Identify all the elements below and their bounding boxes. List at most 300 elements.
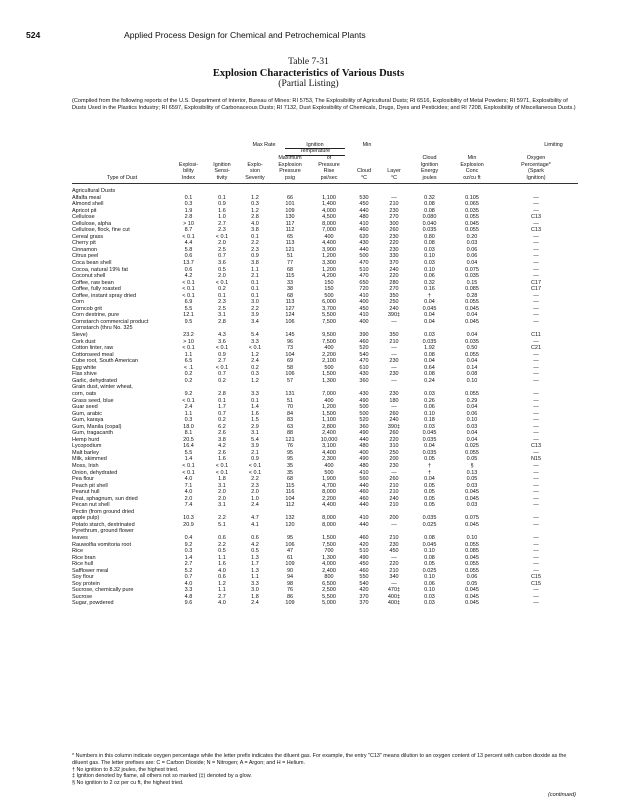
value-cell: 7,500	[322, 541, 336, 548]
value-cell: 0.2	[251, 364, 259, 371]
value-cell: 9.5	[184, 318, 193, 325]
value-cell: 2.1	[251, 273, 259, 280]
value-cell: 6.2	[218, 423, 226, 430]
value-cell: 2.3	[218, 227, 226, 234]
value-cell: 95	[286, 456, 294, 463]
value-cell: 0.045	[465, 318, 479, 325]
value-cell: 0.075	[465, 266, 479, 273]
dust-name-cell: Alfalfa meal	[72, 194, 101, 201]
value-cell: 3.1	[218, 502, 226, 509]
table-caption	[0, 57, 617, 90]
value-cell: 450	[359, 201, 369, 208]
value-cell: 240	[389, 266, 399, 273]
value-cell: —	[533, 390, 539, 397]
value-cell: 0.06	[466, 574, 478, 581]
value-cell: 0.045	[465, 220, 479, 227]
value-cell: 360	[359, 377, 369, 384]
value-cell: 0.06	[466, 253, 478, 260]
value-cell: 7,500	[322, 338, 336, 345]
value-cell: 63	[286, 423, 294, 430]
value-cell: 490	[359, 554, 369, 561]
value-cell: 4.2	[218, 443, 226, 450]
value-cell: 7,000	[322, 227, 336, 234]
value-cell: 180	[389, 397, 399, 404]
dust-name-cell: Coffee, fully roasted	[72, 286, 121, 293]
value-cell: 0.1	[184, 194, 193, 201]
value-cell: 117	[285, 220, 295, 227]
value-cell: 2,800	[322, 423, 336, 430]
dust-name-cell: Gum, tragacanth	[72, 430, 113, 437]
value-cell: 0.055	[465, 390, 479, 397]
value-cell: 500	[359, 404, 369, 411]
dust-name-cell: Cinnamon	[72, 246, 98, 253]
value-cell: 400‡	[387, 600, 401, 607]
value-cell: 0.9	[218, 201, 226, 208]
value-cell: —	[533, 600, 539, 607]
value-cell: 0.10	[424, 574, 435, 581]
value-cell: 0.03	[424, 593, 435, 600]
value-cell: 3,900	[322, 246, 336, 253]
value-cell: 47	[286, 548, 294, 555]
value-cell: 68	[286, 292, 294, 299]
value-cell: 0.085	[465, 286, 479, 293]
dust-name-cell: Gum, arabic	[72, 410, 102, 417]
value-cell: 38	[286, 286, 294, 293]
dust-name-cell: Coffee, raw bean	[72, 279, 114, 286]
dust-name-cell: Peach pit shell	[72, 482, 108, 489]
value-cell: —	[533, 260, 539, 267]
dust-name-cell: Corn dextrine, pure	[72, 312, 120, 319]
value-cell: 3.6	[218, 260, 226, 267]
value-cell: 2.0	[218, 240, 226, 247]
value-cell: 113	[285, 240, 295, 247]
value-cell: 120	[285, 521, 295, 528]
value-cell: 420	[359, 587, 369, 594]
value-cell: 500	[324, 469, 334, 476]
column-header-explosibility: Explosi-	[178, 161, 199, 168]
value-cell: 10.3	[183, 515, 194, 522]
value-cell: 0.9	[251, 456, 259, 463]
column-header-energy: joules	[422, 174, 437, 181]
dust-name-cell: Cottonseed meal	[72, 351, 114, 358]
value-cell: 0.045	[465, 521, 479, 528]
value-cell: 1.0	[251, 495, 259, 502]
value-cell: 109	[285, 561, 295, 568]
value-cell: 3.0	[251, 587, 259, 594]
value-cell: 124	[285, 312, 295, 319]
column-header-max_pressure: Maximum	[278, 155, 302, 162]
value-cell: 35	[286, 462, 294, 469]
column-header-oxygen: Oxygen	[526, 155, 546, 162]
value-cell: 0.035	[422, 338, 437, 345]
value-cell: 131	[285, 390, 295, 397]
value-cell: 1.1	[218, 587, 226, 594]
value-cell: 9.2	[184, 541, 193, 548]
value-cell: —	[391, 554, 397, 561]
value-cell: 470	[359, 358, 369, 365]
value-cell: 440	[359, 246, 369, 253]
value-cell: 0.045	[465, 554, 479, 561]
value-cell: —	[391, 318, 397, 325]
value-cell: 210	[389, 502, 399, 509]
value-cell: 3.1	[251, 430, 259, 437]
value-cell: 1.3	[251, 567, 259, 574]
value-cell: 0.10	[466, 534, 478, 541]
value-cell: 0.06	[424, 273, 435, 280]
value-cell: 0.08	[424, 554, 435, 561]
value-cell: —	[533, 561, 539, 568]
value-cell: 390‡	[387, 423, 401, 430]
value-cell: 0.10	[424, 410, 435, 417]
dust-name-cell: Corncob grit	[72, 305, 102, 312]
value-cell: 540	[359, 351, 369, 358]
value-cell: 0.025	[465, 443, 479, 450]
value-cell: 4.0	[218, 567, 226, 574]
column-header-max_pressure: Explosion	[278, 161, 302, 168]
value-cell: 230	[389, 541, 399, 548]
value-cell: 0.10	[466, 377, 478, 384]
column-header-conc: Min	[467, 155, 477, 162]
value-cell: 410	[359, 220, 369, 227]
value-cell: 2.8	[218, 390, 226, 397]
value-cell: 440	[359, 521, 369, 528]
value-cell: 61	[286, 554, 294, 561]
dust-name-cell: Almond shell	[72, 201, 104, 208]
value-cell: 0.08	[424, 201, 435, 208]
value-cell: —	[533, 220, 539, 227]
value-cell: —	[533, 417, 539, 424]
value-cell: 280	[389, 279, 399, 286]
value-cell: 0.03	[466, 502, 478, 509]
value-cell: 450	[359, 305, 369, 312]
value-cell: 3.9	[251, 312, 259, 319]
value-cell: 0.055	[465, 214, 479, 221]
value-cell: 1,400	[322, 201, 336, 208]
value-cell: —	[533, 233, 539, 240]
value-cell: 530	[359, 194, 369, 201]
value-cell: 340	[389, 574, 399, 581]
value-cell: 0.03	[466, 482, 478, 489]
value-cell: 132	[285, 515, 295, 522]
footnote: * Numbers in this column indicate oxygen percentage while the letter prefix indicates the diluent gas. For example, the entry "C13" means dilution to an oxygen content of 13 percent with carbon dioxide as the diluent gas. The letter prefixes are: C = Carbon Dioxide; N = Nitrogen; A = Argon; and H = Helium.	[72, 753, 567, 766]
column-header-layer: °C	[390, 174, 398, 181]
value-cell: 2,500	[322, 587, 336, 594]
value-cell: 95	[286, 534, 294, 541]
value-cell: 2.3	[251, 246, 259, 253]
value-cell: 0.04	[466, 332, 478, 339]
value-cell: 51	[286, 397, 294, 404]
value-cell: C13	[530, 214, 542, 221]
value-cell: —	[533, 404, 539, 411]
value-cell: 6,500	[322, 580, 336, 587]
value-cell: 5,500	[322, 312, 336, 319]
value-cell: 69	[286, 358, 294, 365]
dust-name-cell: Cotton linter, raw	[72, 345, 114, 352]
value-cell: 430	[359, 390, 369, 397]
value-cell: 77	[286, 260, 294, 267]
value-cell: 0.10	[424, 587, 435, 594]
dust-name-cell: Peanut hull	[72, 489, 100, 496]
column-header-rise: Rise	[323, 168, 335, 175]
value-cell: 270	[389, 286, 399, 293]
value-cell: 0.045	[465, 305, 479, 312]
value-cell: —	[533, 469, 539, 476]
value-cell: 1.2	[251, 377, 259, 384]
column-header-oxygen: Percentage*	[521, 161, 551, 168]
value-cell: 260	[389, 410, 399, 417]
dust-name-cell: Soy flour	[72, 574, 94, 581]
column-header-conc: oz/cu ft	[463, 174, 481, 181]
value-cell: 0.045	[465, 600, 479, 607]
value-cell: 0.065	[465, 201, 479, 208]
value-cell: 2.4	[251, 358, 259, 365]
value-cell: 0.04	[466, 404, 478, 411]
value-cell: 240	[389, 495, 399, 502]
value-cell: 0.2	[218, 417, 226, 424]
value-cell: 400	[324, 345, 334, 352]
value-cell: 0.06	[466, 410, 478, 417]
value-cell: 260	[389, 430, 399, 437]
value-cell: 66	[286, 194, 294, 201]
value-cell: 400	[324, 462, 334, 469]
value-cell: C21	[530, 345, 542, 352]
footnote: ‡ Ignition denoted by flame, all others not so marked (‡) denoted by a glow.	[72, 773, 252, 780]
value-cell: 9,500	[322, 332, 336, 339]
dust-name-cell: Guar seed	[72, 404, 98, 411]
value-cell: 5.4	[251, 332, 259, 339]
group-header-temperature: Temperature	[285, 148, 345, 155]
value-cell: 210	[389, 338, 399, 345]
value-cell: 106	[285, 371, 295, 378]
value-cell: 2.0	[251, 489, 259, 496]
value-cell: 2,400	[322, 430, 336, 437]
value-cell: 4,000	[322, 207, 336, 214]
value-cell: 0.05	[424, 495, 435, 502]
value-cell: C17	[530, 279, 542, 286]
value-cell: 4.3	[218, 332, 226, 339]
value-cell: 0.05	[424, 561, 435, 568]
column-header-oxygen: Ignition)	[526, 174, 546, 181]
value-cell: 88	[286, 430, 294, 437]
value-cell: —	[391, 580, 397, 587]
value-cell: 370	[389, 260, 399, 267]
value-cell: 5,000	[322, 600, 336, 607]
value-cell: —	[533, 410, 539, 417]
value-cell: —	[533, 253, 539, 260]
dust-table	[72, 188, 578, 607]
value-cell: 0.03	[466, 240, 478, 247]
dust-name-cell: Sucrose, chemically pure	[72, 587, 134, 594]
value-cell: 0.04	[466, 358, 478, 365]
value-cell: —	[391, 377, 397, 384]
value-cell: —	[533, 462, 539, 469]
value-cell: 65	[286, 233, 294, 240]
value-cell: 1.1	[184, 351, 193, 358]
dust-name-cell: Malt barley	[72, 449, 99, 456]
value-cell: 1,200	[322, 266, 336, 273]
value-cell: 8.7	[184, 227, 193, 234]
value-cell: 1.1	[218, 554, 226, 561]
value-cell: 1,200	[322, 404, 336, 411]
value-cell: 1.6	[218, 207, 226, 214]
value-cell: —	[533, 240, 539, 247]
value-cell: 200	[389, 456, 399, 463]
value-cell: 2.4	[184, 404, 193, 411]
value-cell: 720	[359, 286, 369, 293]
value-cell: C15	[530, 580, 542, 587]
dust-name-cell: Cornstarch commercial product	[72, 318, 149, 325]
value-cell: 90	[286, 567, 294, 574]
value-cell: 0.1	[218, 194, 226, 201]
value-cell: 3,100	[322, 443, 336, 450]
value-cell: —	[391, 364, 397, 371]
value-cell: 0.08	[424, 240, 435, 247]
value-cell: 10,000	[320, 436, 338, 443]
value-cell: 1.3	[251, 554, 259, 561]
value-cell: 7.1	[184, 482, 193, 489]
value-cell: 220	[389, 561, 399, 568]
value-cell: 3.3	[251, 580, 259, 587]
value-cell: 2.0	[184, 495, 193, 502]
column-header-energy: Cloud	[422, 155, 437, 162]
value-cell: 145	[285, 332, 295, 339]
value-cell: 0.045	[422, 305, 437, 312]
value-cell: 51	[286, 253, 294, 260]
dust-name-cell: Moss, Irish	[72, 462, 99, 469]
value-cell: < 0.1	[248, 345, 262, 352]
value-cell: 16.4	[183, 443, 194, 450]
value-cell: 400	[359, 318, 369, 325]
value-cell: 112	[285, 227, 295, 234]
value-cell: 150	[324, 286, 334, 293]
value-cell: 0.04	[466, 430, 478, 437]
value-cell: 390	[359, 332, 369, 339]
value-cell: 470‡	[387, 587, 401, 594]
column-header-sensitivity: tivity	[216, 174, 228, 181]
value-cell: 33	[286, 279, 294, 286]
value-cell: 3.8	[251, 260, 259, 267]
value-cell: 104	[285, 351, 295, 358]
value-cell: 4.0	[184, 476, 193, 483]
value-cell: < 0.1	[182, 462, 195, 469]
value-cell: 2.3	[251, 482, 259, 489]
value-cell: 0.035	[465, 338, 479, 345]
value-cell: —	[533, 273, 539, 280]
value-cell: 220	[389, 273, 399, 280]
value-cell: 480	[359, 443, 369, 450]
value-cell: 0.045	[422, 430, 437, 437]
value-cell: 104	[285, 495, 295, 502]
value-cell: 800	[324, 574, 334, 581]
value-cell: 0.035	[422, 449, 437, 456]
value-cell: > 10	[183, 220, 194, 227]
value-cell: 0.10	[424, 548, 435, 555]
value-cell: 0.03	[424, 600, 435, 607]
dust-name-cell: corn, oats	[72, 390, 97, 397]
value-cell: 500	[324, 292, 334, 299]
value-cell: 0.03	[424, 423, 435, 430]
continued-label: (continued)	[548, 792, 576, 798]
value-cell: 3,300	[322, 260, 336, 267]
header-rule	[72, 183, 578, 184]
value-cell: 0.5	[251, 548, 259, 555]
value-cell: 3.6	[218, 338, 226, 345]
value-cell: 490	[359, 397, 369, 404]
value-cell: 0.05	[424, 456, 435, 463]
value-cell: 3.0	[251, 299, 259, 306]
value-cell: 5.8	[184, 246, 193, 253]
value-cell: —	[533, 194, 539, 201]
value-cell: 0.08	[424, 351, 435, 358]
value-cell: 0.03	[424, 390, 435, 397]
dust-name-cell: Cereal grass	[72, 233, 104, 240]
column-header-type: Type of Dust	[106, 174, 138, 181]
value-cell: 1,100	[322, 417, 336, 424]
value-cell: 0.18	[424, 417, 435, 424]
value-cell: 4,400	[322, 502, 336, 509]
value-cell: 2.7	[184, 561, 193, 568]
value-cell: 0.2	[218, 286, 226, 293]
value-cell: 94	[286, 574, 294, 581]
value-cell: 7,000	[322, 390, 336, 397]
value-cell: 2.2	[218, 541, 226, 548]
value-cell: 0.6	[251, 534, 259, 541]
value-cell: < 0.1	[182, 279, 195, 286]
value-cell: 0.6	[218, 534, 226, 541]
value-cell: 1,500	[322, 371, 336, 378]
value-cell: 2.7	[218, 358, 226, 365]
footnote: † No ignition to 8.32 joules, the highest tried.	[72, 766, 179, 773]
value-cell: < 0.1	[215, 469, 229, 476]
value-cell: 68	[286, 266, 294, 273]
value-cell: 0.055	[465, 351, 479, 358]
value-cell: 5.4	[251, 436, 259, 443]
column-header-severity: Severity	[245, 174, 265, 181]
value-cell: 0.32	[424, 194, 435, 201]
value-cell: 1.4	[184, 554, 193, 561]
value-cell: 0.5	[218, 548, 226, 555]
value-cell: 2.2	[251, 240, 259, 247]
value-cell: < .1	[183, 364, 194, 371]
value-cell: 0.040	[422, 220, 437, 227]
value-cell: 0.035	[465, 207, 479, 214]
column-header-conc: Explosion	[460, 161, 484, 168]
value-cell: 2.2	[218, 515, 226, 522]
value-cell: 0.08	[424, 371, 435, 378]
value-cell: 0.085	[465, 548, 479, 555]
value-cell: 0.04	[424, 299, 435, 306]
value-cell: 4.1	[251, 521, 259, 528]
value-cell: 112	[285, 502, 295, 509]
value-cell: 0.3	[251, 201, 259, 208]
value-cell: †	[427, 462, 432, 469]
value-cell: 0.03	[466, 423, 478, 430]
value-cell: 0.045	[465, 587, 479, 594]
value-cell: —	[391, 194, 397, 201]
value-cell: 2,400	[322, 567, 336, 574]
value-cell: 0.05	[466, 456, 478, 463]
value-cell: 115	[285, 482, 295, 489]
value-cell: 58	[286, 364, 294, 371]
value-cell: —	[533, 567, 539, 574]
dust-name-cell: Gum, karaya	[72, 417, 104, 424]
value-cell: 300	[389, 220, 399, 227]
value-cell: 610	[359, 364, 369, 371]
value-cell: 0.9	[218, 351, 226, 358]
value-cell: —	[391, 351, 397, 358]
dust-name-cell: Sieve)	[72, 332, 88, 339]
value-cell: 2.9	[251, 423, 259, 430]
